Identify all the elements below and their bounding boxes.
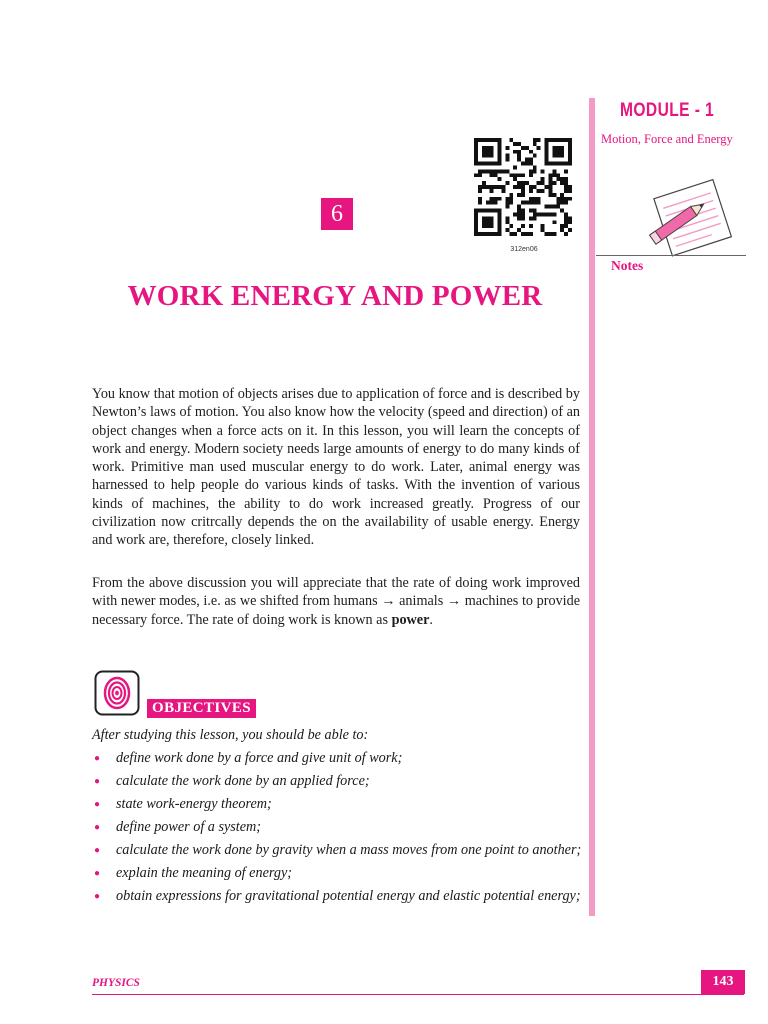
- target-icon: [94, 670, 140, 716]
- objectives-intro: After studying this lesson, you should be able to:: [92, 727, 369, 743]
- paragraph-text: From the above discussion you will appreciate that the rate of doing work improved with newer modes, i.e. as we shifted from humans → animals → machines to provide necessary force. The rate of doing work is known as: [92, 575, 580, 628]
- objectives-heading: OBJECTIVES: [147, 699, 256, 718]
- module-subtitle: Motion, Force and Energy: [601, 132, 733, 146]
- footer-divider: [92, 994, 744, 995]
- objective-item: ● explain the meaning of energy;: [92, 865, 584, 882]
- qr-block: [474, 138, 574, 258]
- objective-item: ● state work-energy theorem;: [92, 796, 584, 813]
- chapter-number: 6: [321, 198, 353, 230]
- objective-item: ● define power of a system;: [92, 819, 584, 836]
- objective-item: ● obtain expressions for gravitational potential energy and elastic potential energy;: [92, 888, 584, 905]
- rate-paragraph: [92, 574, 580, 629]
- qr-caption: 312en06: [510, 246, 538, 253]
- chapter-title: WORK ENERGY AND POWER: [127, 280, 543, 312]
- margin-bar: [589, 98, 595, 916]
- pencil-notepad-icon: [646, 176, 738, 262]
- objective-item: ● define work done by a force and give unit of work;: [92, 750, 584, 767]
- objectives-list: [92, 750, 584, 911]
- intro-paragraph: You know that motion of objects arises due to application of force and is described by Newton’s laws of motion. You also know how the velocity (speed and direction) of an object changes when a force acts on it. In this lesson, you will learn the concepts of work and energy. Modern society needs large amounts of energy to do many kinds of work. Primitive man used muscular energy to do work. Later, animal energy was harnessed to help people do various kinds of tasks. With the invention of various kinds of machines, the ability to do work increased greatly. Progress of our civilization now critrcally depends the on the availability of usable energy. Energy and work are, therefore, closely linked.: [92, 386, 580, 549]
- qr-code-icon: [474, 138, 572, 236]
- paragraph-end: .: [429, 611, 433, 628]
- objective-item: ● calculate the work done by gravity when a mass moves from one point to another;: [92, 842, 584, 859]
- page-number: 143: [701, 970, 745, 994]
- footer-subject: PHYSICS: [92, 977, 140, 989]
- notes-label: Notes: [611, 258, 644, 273]
- module-title: MODULE - 1: [620, 100, 715, 121]
- objective-item: ● calculate the work done by an applied force;: [92, 773, 584, 790]
- power-term: power: [391, 611, 430, 628]
- notes-divider: [596, 255, 746, 256]
